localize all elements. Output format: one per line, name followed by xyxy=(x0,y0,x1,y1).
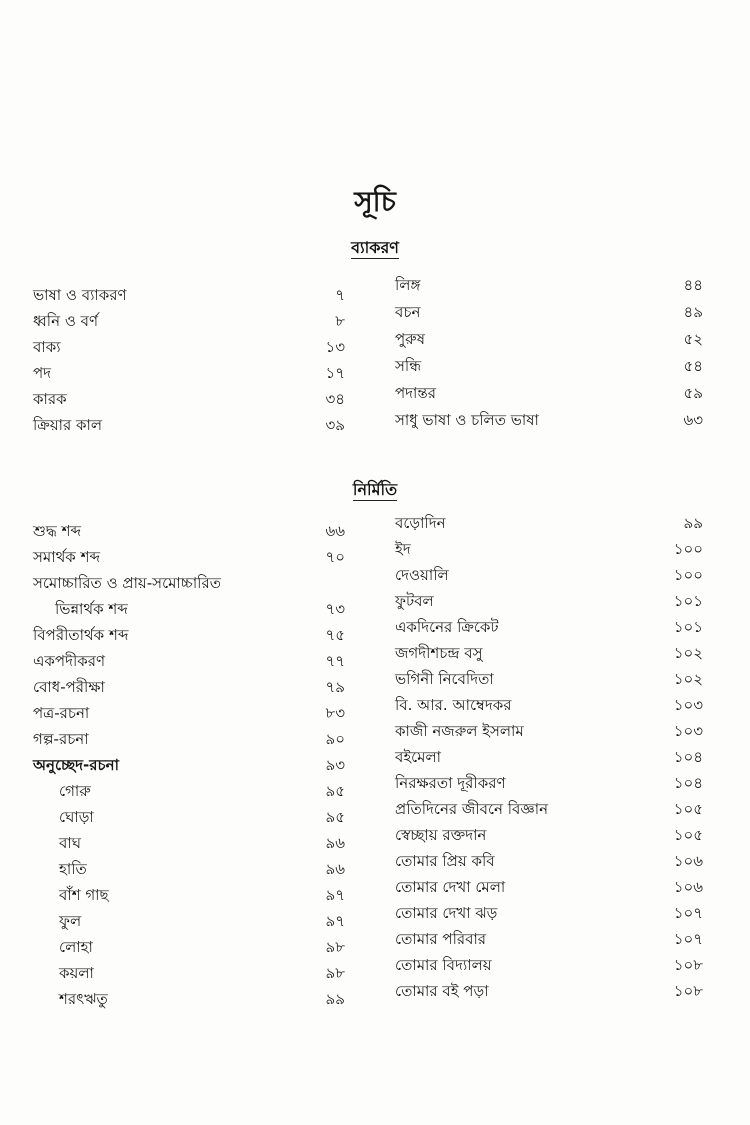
toc-entry-page: ৭০ xyxy=(325,548,345,566)
toc-entry-page: ১০৭ xyxy=(673,930,703,948)
toc-entry xyxy=(33,596,345,622)
toc-entry-page: ১০৮ xyxy=(673,956,703,974)
toc-entry xyxy=(395,562,703,588)
toc-entry xyxy=(395,326,703,352)
toc-entry xyxy=(395,640,703,666)
toc-entry xyxy=(33,334,345,360)
toc-entry-page: ৯৮ xyxy=(325,938,345,956)
toc-entry-page: ৫৯ xyxy=(683,384,703,402)
toc-entry-label: তোমার দেখা ঝড় xyxy=(395,904,498,922)
toc-entry xyxy=(395,614,703,640)
toc-entry-page: ১০৫ xyxy=(673,826,703,844)
toc-entry-label: পুরুষ xyxy=(395,330,425,348)
section-title-composition xyxy=(0,477,750,504)
toc-entry-page: ৮ xyxy=(335,312,345,330)
toc-entry xyxy=(33,674,345,700)
toc-entry-label: একপদীকরণ xyxy=(33,652,106,670)
toc-entry-label: বড়োদিন xyxy=(395,514,446,532)
toc-entry-label: লোহা xyxy=(59,938,93,956)
toc-entry-label: ভগিনী নিবেদিতা xyxy=(395,670,494,688)
toc-entry-page: ১০৮ xyxy=(673,982,703,1000)
toc-entry-label: সমোচ্চারিত ও প্রায়-সমোচ্চারিত xyxy=(33,574,221,592)
toc-entry xyxy=(395,822,703,848)
toc-entry-page: ৯৫ xyxy=(325,808,345,826)
toc-entry xyxy=(395,744,703,770)
toc-entry-label: গোরু xyxy=(59,782,91,800)
toc-entry xyxy=(395,900,703,926)
toc-entry-label: তোমার দেখা মেলা xyxy=(395,878,506,896)
section-title-composition-text: নির্মিতি xyxy=(352,480,398,499)
toc-entry-page: ৭৩ xyxy=(325,600,345,618)
toc-entry-page: ১০০ xyxy=(673,566,703,584)
toc-entry-label: সাধু ভাষা ও চলিত ভাষা xyxy=(395,411,539,429)
toc-entry xyxy=(33,570,345,596)
toc-entry-page: ৬৩ xyxy=(683,411,703,429)
toc-entry-label: ক্রিয়ার কাল xyxy=(33,416,103,434)
toc-entry-label: তোমার প্রিয় কবি xyxy=(395,852,495,870)
toc-entry xyxy=(33,960,345,986)
toc-entry xyxy=(33,856,345,882)
toc-entry xyxy=(33,726,345,752)
toc-entry-page: ৭৫ xyxy=(325,626,345,644)
toc-entry xyxy=(33,544,345,570)
toc-entry-label: পত্র-রচনা xyxy=(33,704,90,722)
toc-entry-page: ১০২ xyxy=(673,670,703,688)
toc-entry-page: ১০৪ xyxy=(673,774,703,792)
toc-entry-label: শুদ্ধ শব্দ xyxy=(33,522,82,540)
section-title-grammar xyxy=(0,235,750,262)
toc-entry-page: ৪৪ xyxy=(683,276,703,294)
toc-entry-label: গল্প-রচনা xyxy=(33,730,89,748)
toc-entry-label: স্বেচ্ছায় রক্তদান xyxy=(395,826,487,844)
toc-entry xyxy=(395,510,703,536)
toc-entry-label: ফুটবল xyxy=(395,592,434,610)
composition-right-column xyxy=(395,510,703,1010)
toc-entry xyxy=(395,978,703,1004)
toc-entry-page: ১০৩ xyxy=(673,722,703,740)
toc-entry-label: সমার্থক শব্দ xyxy=(33,548,100,566)
toc-entry-page: ৭৭ xyxy=(325,652,345,670)
toc-entry-label: দেওয়ালি xyxy=(395,566,449,584)
toc-entry xyxy=(395,770,703,796)
toc-entry-label: ফুল xyxy=(59,912,82,930)
toc-entry-label: সন্ধি xyxy=(395,357,422,375)
toc-entry xyxy=(395,299,703,325)
toc-entry xyxy=(33,412,345,438)
toc-entry-page: ৮৩ xyxy=(325,704,345,722)
toc-entry-label: বাক্য xyxy=(33,338,61,356)
toc-entry xyxy=(395,796,703,822)
toc-entry xyxy=(395,952,703,978)
toc-entry-page: ৫৪ xyxy=(683,357,703,375)
toc-entry xyxy=(33,622,345,648)
toc-entry-page: ৯৫ xyxy=(325,782,345,800)
toc-entry-label: ভাষা ও ব্যাকরণ xyxy=(33,286,127,304)
toc-entry-label: ইদ xyxy=(395,540,411,558)
toc-entry-label: বচন xyxy=(395,303,421,321)
toc-entry xyxy=(33,700,345,726)
toc-entry-label: অনুচ্ছেদ-রচনা xyxy=(33,756,119,774)
toc-entry-page: ৯৭ xyxy=(325,912,345,930)
toc-entry-label: কাজী নজরুল ইসলাম xyxy=(395,722,524,740)
toc-entry-page: ৯৯ xyxy=(325,990,345,1008)
toc-entry xyxy=(395,407,703,433)
toc-entry-page: ৭ xyxy=(335,286,345,304)
toc-entry-page: ১৭ xyxy=(325,364,345,382)
toc-entry-page: ৭৯ xyxy=(325,678,345,696)
toc-entry-page: ১০০ xyxy=(673,540,703,558)
toc-entry-page: ১৩ xyxy=(325,338,345,356)
grammar-left-column xyxy=(33,282,345,442)
toc-entry-label: বইমেলা xyxy=(395,748,442,766)
toc-entry-page: ৯৬ xyxy=(325,834,345,852)
toc-entry-label: পদান্তর xyxy=(395,384,437,402)
toc-entry-label: বিপরীতার্থক শব্দ xyxy=(33,626,129,644)
toc-entry xyxy=(33,282,345,308)
toc-entry-label: কয়লা xyxy=(59,964,94,982)
toc-entry xyxy=(33,360,345,386)
toc-entry xyxy=(33,934,345,960)
toc-entry-page: ৯০ xyxy=(325,730,345,748)
toc-entry xyxy=(395,926,703,952)
toc-entry-page: ১০৫ xyxy=(673,800,703,818)
grammar-right-column xyxy=(395,272,703,432)
toc-entry-page: ৯৬ xyxy=(325,860,345,878)
toc-entry-label: তোমার বই পড়া xyxy=(395,982,489,1000)
toc-entry xyxy=(395,718,703,744)
toc-entry-label: ঘোড়া xyxy=(59,808,94,826)
toc-entry-label: ধ্বনি ও বর্ণ xyxy=(33,312,99,330)
toc-entry-page: ১০৪ xyxy=(673,748,703,766)
toc-entry-label: জগদীশচন্দ্র বসু xyxy=(395,644,483,662)
toc-entry xyxy=(33,830,345,856)
toc-entry xyxy=(395,380,703,406)
toc-entry-page: ১০২ xyxy=(673,644,703,662)
toc-entry-page: ৬৬ xyxy=(325,522,345,540)
toc-entry xyxy=(33,804,345,830)
toc-entry xyxy=(33,778,345,804)
toc-entry xyxy=(33,908,345,934)
toc-entry-label: একদিনের ক্রিকেট xyxy=(395,618,499,636)
toc-entry-page: ৩৪ xyxy=(325,390,345,408)
toc-entry-page: ১০৬ xyxy=(673,878,703,896)
toc-entry-label: ভিন্নার্থক শব্দ xyxy=(55,600,128,618)
toc-entry-page: ১০৩ xyxy=(673,696,703,714)
toc-entry xyxy=(395,692,703,718)
toc-entry-label: নিরক্ষরতা দূরীকরণ xyxy=(395,774,506,792)
toc-entry xyxy=(395,353,703,379)
section-title-grammar-text: ব্যাকরণ xyxy=(351,238,399,257)
toc-entry-label: বোধ-পরীক্ষা xyxy=(33,678,105,696)
toc-entry-label: কারক xyxy=(33,390,67,408)
toc-entry-label: তোমার বিদ্যালয় xyxy=(395,956,492,974)
toc-entry-page: ৯৩ xyxy=(325,756,345,774)
toc-entry-page: ৪৯ xyxy=(683,303,703,321)
toc-entry-label: তোমার পরিবার xyxy=(395,930,487,948)
toc-entry xyxy=(33,518,345,544)
toc-entry-page: ৩৯ xyxy=(325,416,345,434)
toc-entry xyxy=(33,648,345,674)
toc-entry-label: হাতি xyxy=(59,860,87,878)
toc-entry-page: ৯৭ xyxy=(325,886,345,904)
toc-entry xyxy=(395,588,703,614)
toc-entry-page: ৯৯ xyxy=(683,514,703,532)
toc-entry-page: ১০১ xyxy=(673,592,703,610)
toc-entry-label: বাঘ xyxy=(59,834,81,852)
toc-entry-page: ৫২ xyxy=(683,330,703,348)
toc-entry-page: ১০১ xyxy=(673,618,703,636)
toc-entry xyxy=(395,666,703,692)
toc-entry xyxy=(33,752,345,778)
toc-entry-label: পদ xyxy=(33,364,52,382)
toc-entry xyxy=(395,874,703,900)
toc-entry xyxy=(33,986,345,1012)
toc-entry-page: ৯৮ xyxy=(325,964,345,982)
toc-entry xyxy=(395,536,703,562)
composition-left-column xyxy=(33,518,345,1018)
toc-entry xyxy=(395,848,703,874)
toc-entry-label: প্রতিদিনের জীবনে বিজ্ঞান xyxy=(395,800,549,818)
toc-entry xyxy=(395,272,703,298)
toc-entry-label: বি. আর. আম্বেদকর xyxy=(395,696,512,714)
toc-entry-label: বাঁশ গাছ xyxy=(59,886,109,904)
toc-entry-page: ১০৬ xyxy=(673,852,703,870)
toc-entry-label: লিঙ্গ xyxy=(395,276,421,294)
toc-entry xyxy=(33,308,345,334)
toc-entry xyxy=(33,882,345,908)
toc-entry-label: শরৎঋতু xyxy=(59,990,108,1008)
toc-entry-page: ১০৭ xyxy=(673,904,703,922)
toc-entry xyxy=(33,386,345,412)
page-title: সূচি xyxy=(354,185,396,218)
